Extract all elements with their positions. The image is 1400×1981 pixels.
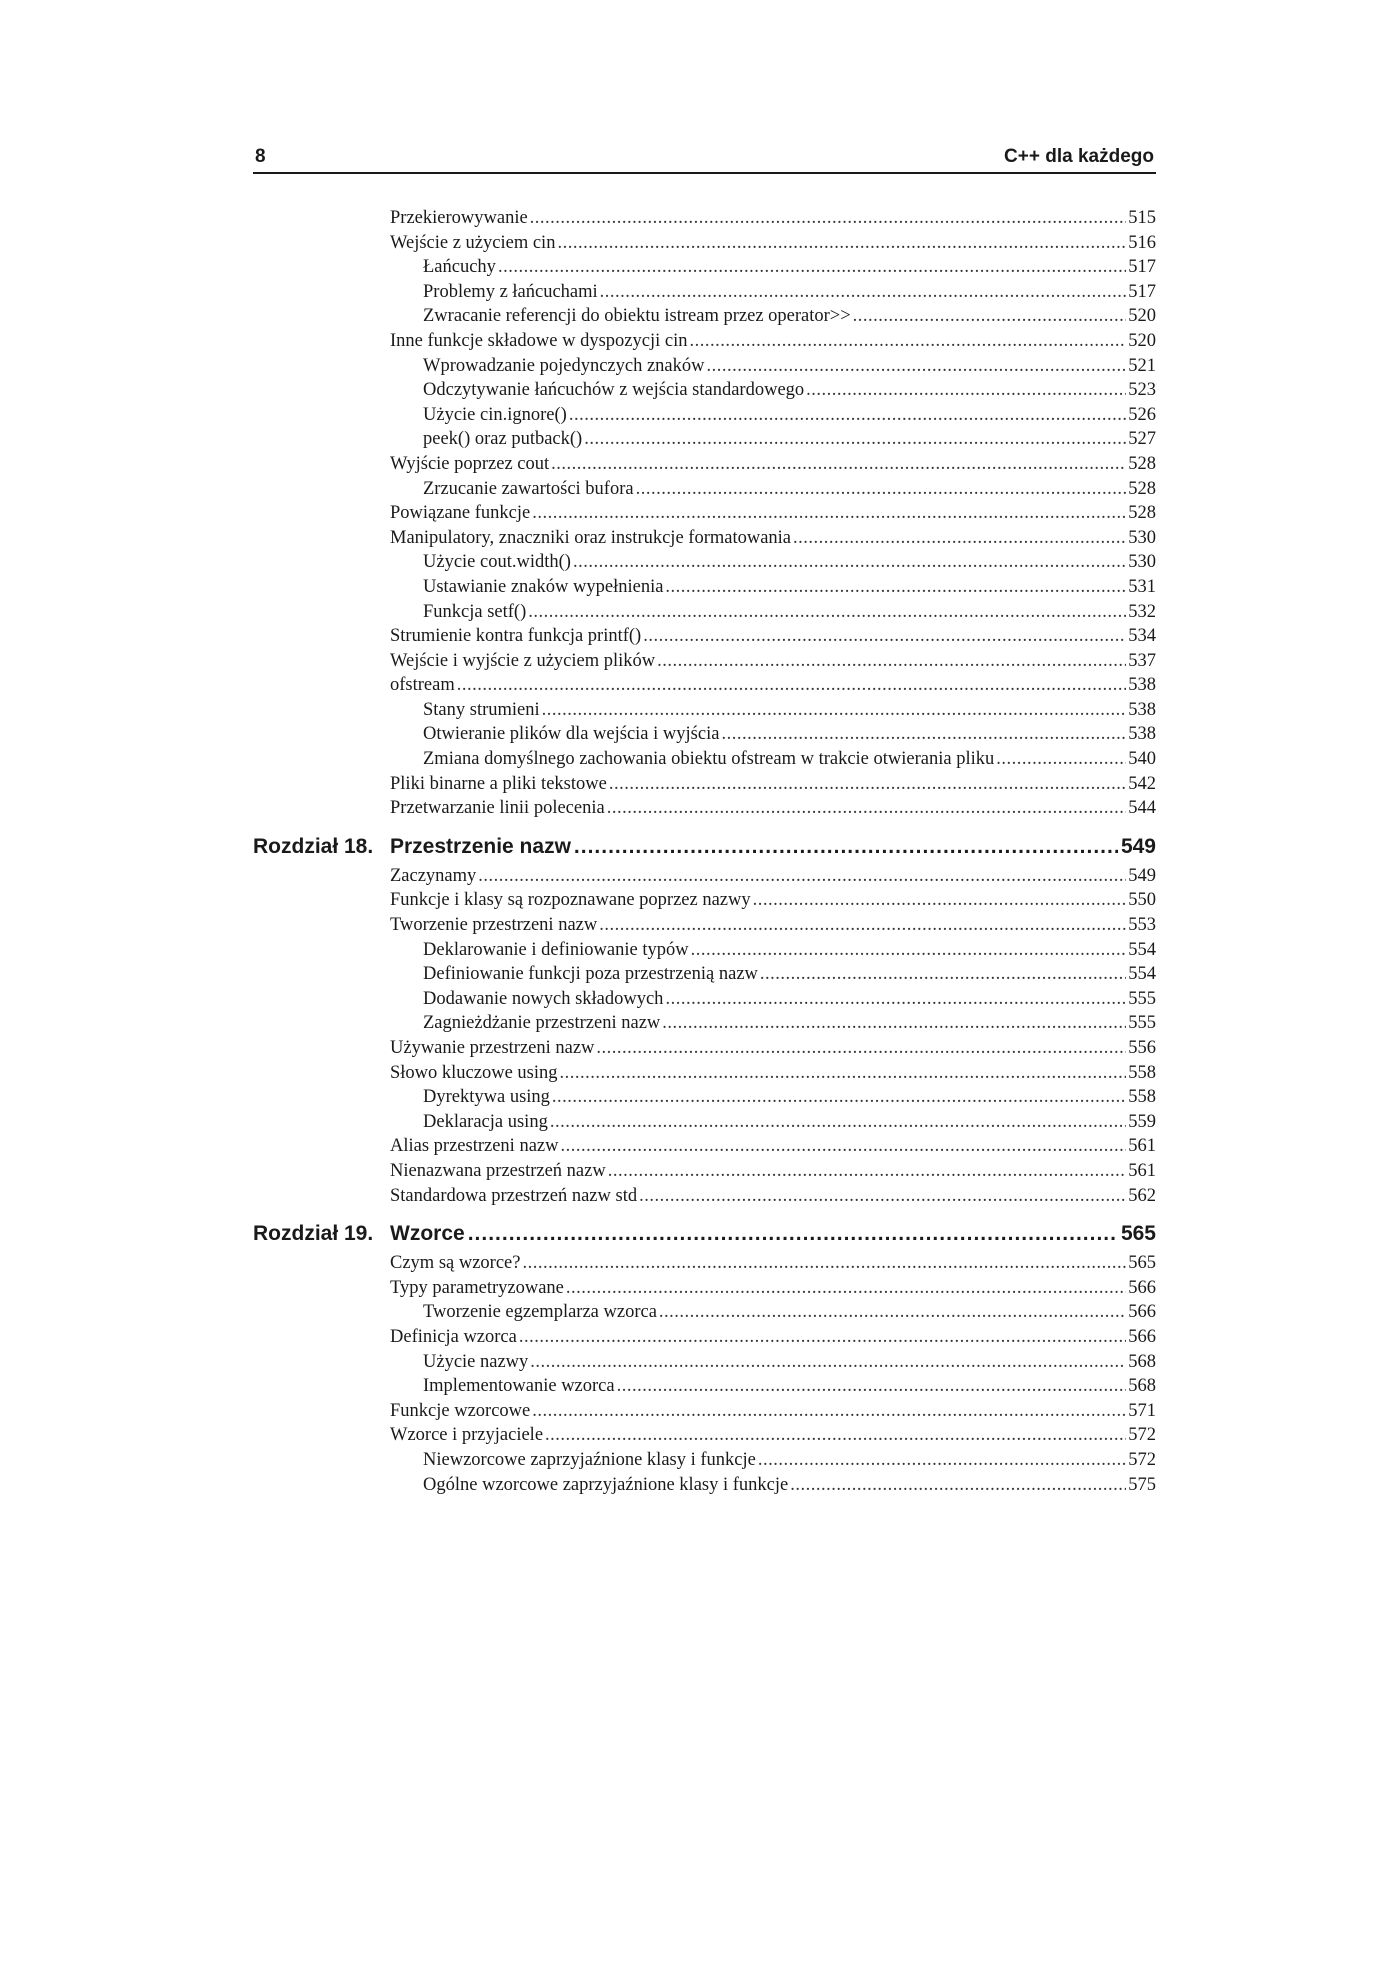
chapter-label: Rozdział 19. xyxy=(253,1222,374,1246)
chapter-page-number: 565 xyxy=(1120,1222,1156,1246)
toc-entry xyxy=(253,987,1156,1012)
toc-entry xyxy=(253,600,1156,625)
toc-entry xyxy=(253,1011,1156,1036)
dot-leader xyxy=(478,864,1126,889)
page-header xyxy=(253,144,1156,174)
toc-entry xyxy=(253,1251,1156,1276)
toc-entry-page: 523 xyxy=(1128,380,1156,401)
toc-entry-page: 528 xyxy=(1128,453,1156,474)
dot-leader xyxy=(519,1325,1126,1350)
toc-entry-title: Manipulatory, znaczniki oraz instrukcje formatowania xyxy=(390,527,792,548)
dot-leader xyxy=(760,962,1126,987)
dot-leader xyxy=(522,1251,1126,1276)
dot-leader xyxy=(532,1399,1126,1424)
toc-entry-title: Funkcje wzorcowe xyxy=(390,1400,531,1421)
dot-leader xyxy=(721,722,1126,747)
toc-entry xyxy=(253,649,1156,674)
toc-entry-title: Funkcje i klasy są rozpoznawane poprzez nazwy xyxy=(390,890,751,911)
toc-entry-title: Implementowanie wzorca xyxy=(423,1376,615,1397)
toc-entry-page: 528 xyxy=(1128,503,1156,524)
dot-leader xyxy=(706,354,1126,379)
toc-entry-page: 526 xyxy=(1128,404,1156,425)
dot-leader xyxy=(643,624,1126,649)
toc-entry-title: Czym są wzorce? xyxy=(390,1253,521,1274)
toc-entry-page: 554 xyxy=(1128,964,1156,985)
toc-entry-title: Ogólne wzorcowe zaprzyjaźnione klasy i funkcje xyxy=(423,1474,789,1495)
toc-entry-page: 520 xyxy=(1128,330,1156,351)
toc-entry-page: 521 xyxy=(1128,355,1156,376)
toc-entry-title: Słowo kluczowe using xyxy=(390,1062,558,1083)
toc-entry-page: 568 xyxy=(1128,1376,1156,1397)
toc-entry xyxy=(253,962,1156,987)
toc-entry-page: 538 xyxy=(1128,699,1156,720)
toc-entry-page: 527 xyxy=(1128,429,1156,450)
dot-leader xyxy=(599,913,1126,938)
dot-leader xyxy=(758,1448,1126,1473)
toc-entry xyxy=(253,526,1156,551)
toc-entry xyxy=(253,403,1156,428)
toc-entry xyxy=(253,722,1156,747)
toc-entry-title: Odczytywanie łańcuchów z wejścia standardowego xyxy=(423,380,805,401)
toc-entry-page: 561 xyxy=(1128,1160,1156,1181)
toc-entry-page: 575 xyxy=(1128,1474,1156,1495)
toc-entry xyxy=(253,1184,1156,1209)
toc-entry-page: 537 xyxy=(1128,650,1156,671)
toc-entry-page: 544 xyxy=(1128,798,1156,819)
toc-entry-page: 572 xyxy=(1128,1449,1156,1470)
toc-entry-title: Powiązane funkcje xyxy=(390,503,531,524)
toc-entry-page: 562 xyxy=(1128,1185,1156,1206)
dot-leader xyxy=(636,477,1127,502)
toc-entry-page: 528 xyxy=(1128,478,1156,499)
toc-entry xyxy=(253,452,1156,477)
dot-leader xyxy=(566,1276,1126,1301)
toc-entry xyxy=(253,206,1156,231)
dot-leader xyxy=(609,772,1126,797)
toc-entry-page: 517 xyxy=(1128,281,1156,302)
dot-leader xyxy=(853,304,1127,329)
toc-entry-page: 558 xyxy=(1128,1087,1156,1108)
page-number: 8 xyxy=(255,146,266,167)
toc-entry xyxy=(253,1300,1156,1325)
chapter-heading xyxy=(253,1219,1156,1249)
dot-leader xyxy=(691,938,1127,963)
toc-entry-page: 517 xyxy=(1128,257,1156,278)
toc-entry-title: Funkcja setf() xyxy=(423,601,527,622)
toc-entry-title: Przekierowywanie xyxy=(390,208,528,228)
dot-leader xyxy=(806,378,1126,403)
toc-entry-page: 566 xyxy=(1128,1302,1156,1323)
toc-entry xyxy=(253,1134,1156,1159)
toc-entry-title: Niewzorcowe zaprzyjaźnione klasy i funkcje xyxy=(423,1449,756,1470)
toc-entry-page: 555 xyxy=(1128,988,1156,1009)
toc-entry xyxy=(253,1036,1156,1061)
toc-entry-page: 550 xyxy=(1128,890,1156,911)
toc-entry-page: 534 xyxy=(1128,626,1156,647)
toc-entry-page: 566 xyxy=(1128,1277,1156,1298)
toc-entry-title: Zrzucanie zawartości bufora xyxy=(423,478,634,499)
toc-entry-page: 549 xyxy=(1128,865,1156,886)
dot-leader xyxy=(790,1473,1126,1498)
toc-entry-page: 540 xyxy=(1128,749,1156,770)
dot-leader xyxy=(574,832,1118,862)
toc-entry xyxy=(253,913,1156,938)
dot-leader xyxy=(996,747,1126,772)
dot-leader xyxy=(530,1350,1126,1375)
toc-entry-page: 565 xyxy=(1128,1253,1156,1274)
toc-entry-page: 542 xyxy=(1128,773,1156,794)
toc-entry-page: 558 xyxy=(1128,1062,1156,1083)
chapter-page-number: 549 xyxy=(1120,834,1156,858)
chapter-heading xyxy=(253,832,1156,862)
dot-leader xyxy=(793,526,1126,551)
toc-entry-title: Dodawanie nowych składowych xyxy=(423,988,664,1009)
toc-entry-page: 515 xyxy=(1128,208,1156,228)
toc-entry xyxy=(253,329,1156,354)
toc-entry xyxy=(253,1374,1156,1399)
toc-entry xyxy=(253,1159,1156,1184)
dot-leader xyxy=(552,1085,1126,1110)
toc-entry-title: Standardowa przestrzeń nazw std xyxy=(390,1185,638,1206)
toc-entry xyxy=(253,1448,1156,1473)
toc-entry-title: Definiowanie funkcji poza przestrzenią nazw xyxy=(423,964,758,985)
dot-leader xyxy=(584,427,1126,452)
toc-entry xyxy=(253,1325,1156,1350)
toc-entry-page: 538 xyxy=(1128,675,1156,696)
toc-entry-title: Zagnieżdżanie przestrzeni nazw xyxy=(423,1013,661,1034)
toc-entry xyxy=(253,304,1156,329)
toc-entry xyxy=(253,747,1156,772)
toc-entry-title: Typy parametryzowane xyxy=(390,1277,564,1298)
toc-entry-page: 538 xyxy=(1128,724,1156,745)
toc-entry-title: Otwieranie plików dla wejścia i wyjścia xyxy=(423,724,720,745)
dot-leader xyxy=(573,550,1126,575)
dot-leader xyxy=(468,1219,1118,1249)
toc-entry-title: Deklaracja using xyxy=(423,1111,548,1132)
toc-entry xyxy=(253,796,1156,821)
toc-entry-title: Zaczynamy xyxy=(390,865,477,886)
toc-entry-page: 531 xyxy=(1128,576,1156,597)
dot-leader xyxy=(569,403,1126,428)
toc-entry xyxy=(253,673,1156,698)
book-title: C++ dla każdego xyxy=(1004,146,1154,167)
toc-entry xyxy=(253,378,1156,403)
toc-entry xyxy=(253,255,1156,280)
toc-entry-page: 568 xyxy=(1128,1351,1156,1372)
toc-entry-page: 566 xyxy=(1128,1326,1156,1347)
toc-entry xyxy=(253,938,1156,963)
dot-leader xyxy=(657,649,1126,674)
toc-entry xyxy=(253,280,1156,305)
toc-entry xyxy=(253,1350,1156,1375)
toc-entry xyxy=(253,888,1156,913)
dot-leader xyxy=(607,796,1127,821)
dot-leader xyxy=(689,329,1126,354)
toc-entry-title: Przetwarzanie linii polecenia xyxy=(390,798,605,819)
dot-leader xyxy=(560,1061,1127,1086)
toc-entry-title: Deklarowanie i definiowanie typów xyxy=(423,939,689,960)
dot-leader xyxy=(560,1134,1126,1159)
toc-entry-page: 532 xyxy=(1128,601,1156,622)
toc-entry-title: Definicja wzorca xyxy=(390,1326,517,1347)
toc-entry-title: Wyjście poprzez cout xyxy=(390,453,550,474)
toc-entry xyxy=(253,231,1156,256)
toc-entry-title: Ustawianie znaków wypełnienia xyxy=(423,576,664,597)
toc-entry xyxy=(253,1110,1156,1135)
toc-entry-title: Użycie cin.ignore() xyxy=(423,404,567,425)
toc-entry-title: peek() oraz putback() xyxy=(423,429,583,450)
dot-leader xyxy=(457,673,1127,698)
dot-leader xyxy=(665,575,1126,600)
chapter-title: Przestrzenie nazw xyxy=(390,834,571,858)
toc-entry xyxy=(253,427,1156,452)
toc-entry xyxy=(253,1061,1156,1086)
toc-entry-page: 561 xyxy=(1128,1136,1156,1157)
dot-leader xyxy=(639,1184,1126,1209)
toc-entry-page: 530 xyxy=(1128,527,1156,548)
toc-entry xyxy=(253,354,1156,379)
chapter-label: Rozdział 18. xyxy=(253,834,374,858)
toc-entry-title: Problemy z łańcuchami xyxy=(423,281,598,302)
toc-entry xyxy=(253,624,1156,649)
toc-entry-title: Alias przestrzeni nazw xyxy=(390,1136,559,1157)
dot-leader xyxy=(753,888,1127,913)
toc-entry-title: Łańcuchy xyxy=(423,257,496,278)
toc-entry xyxy=(253,698,1156,723)
toc-entry-title: Użycie nazwy xyxy=(423,1351,529,1372)
dot-leader xyxy=(530,206,1127,231)
toc-entry-page: 555 xyxy=(1128,1013,1156,1034)
dot-leader xyxy=(617,1374,1127,1399)
toc-entry xyxy=(253,477,1156,502)
dot-leader xyxy=(665,987,1126,1012)
dot-leader xyxy=(551,452,1126,477)
toc-entry-page: 553 xyxy=(1128,915,1156,936)
toc-entry-title: Wzorce i przyjaciele xyxy=(390,1425,544,1446)
toc-entry-title: Zmiana domyślnego zachowania obiektu ofstream w trakcie otwierania pliku xyxy=(423,749,995,770)
toc-entry-title: Użycie cout.width() xyxy=(423,552,571,573)
toc-entry-page: 530 xyxy=(1128,552,1156,573)
toc-entry-title: Nienazwana przestrzeń nazw xyxy=(390,1160,606,1181)
toc-entry-title: Używanie przestrzeni nazw xyxy=(390,1038,595,1058)
dot-leader xyxy=(545,1423,1126,1448)
toc-entry-page: 520 xyxy=(1128,306,1156,327)
dot-leader xyxy=(542,698,1127,723)
toc-entry xyxy=(253,1473,1156,1498)
toc-entry-title: Inne funkcje składowe w dyspozycji cin xyxy=(390,330,688,351)
toc-entry-page: 554 xyxy=(1128,939,1156,960)
toc-entry xyxy=(253,1276,1156,1301)
toc-entry xyxy=(253,864,1156,889)
toc-entry xyxy=(253,575,1156,600)
toc-entry-page: 516 xyxy=(1128,232,1156,253)
toc-entry xyxy=(253,1399,1156,1424)
toc-entry-title: Wejście z użyciem cin xyxy=(390,232,556,253)
toc-entry xyxy=(253,772,1156,797)
dot-leader xyxy=(600,280,1127,305)
toc-entry-title: Zwracanie referencji do obiektu istream przez operator>> xyxy=(423,306,851,327)
toc-entry-title: Stany strumieni xyxy=(423,699,540,720)
toc-entry-title: ofstream xyxy=(390,675,455,696)
toc-entry xyxy=(253,1085,1156,1110)
toc-entry xyxy=(253,550,1156,575)
dot-leader xyxy=(608,1159,1127,1184)
dot-leader xyxy=(557,231,1126,256)
toc-entry-title: Tworzenie egzemplarza wzorca xyxy=(423,1302,657,1323)
chapter-title: Wzorce xyxy=(390,1222,465,1246)
toc-entry-title: Dyrektywa using xyxy=(423,1087,550,1108)
dot-leader xyxy=(659,1300,1126,1325)
dot-leader xyxy=(550,1110,1126,1135)
table-of-contents xyxy=(253,206,1156,1497)
toc-entry-page: 572 xyxy=(1128,1425,1156,1446)
toc-entry-title: Wejście i wyjście z użyciem plików xyxy=(390,650,656,671)
dot-leader xyxy=(532,501,1126,526)
dot-leader xyxy=(662,1011,1126,1036)
toc-entry xyxy=(253,501,1156,526)
toc-entry xyxy=(253,1423,1156,1448)
dot-leader xyxy=(596,1036,1126,1061)
toc-entry-page: 571 xyxy=(1128,1400,1156,1421)
toc-entry-page: 556 xyxy=(1128,1038,1156,1058)
dot-leader xyxy=(528,600,1126,625)
toc-entry-page: 559 xyxy=(1128,1111,1156,1132)
toc-entry-title: Wprowadzanie pojedynczych znaków xyxy=(423,355,705,376)
toc-entry-title: Pliki binarne a pliki tekstowe xyxy=(390,773,607,794)
toc-entry-title: Tworzenie przestrzeni nazw xyxy=(390,915,598,936)
dot-leader xyxy=(498,255,1126,280)
toc-entry-title: Strumienie kontra funkcja printf() xyxy=(390,626,642,647)
